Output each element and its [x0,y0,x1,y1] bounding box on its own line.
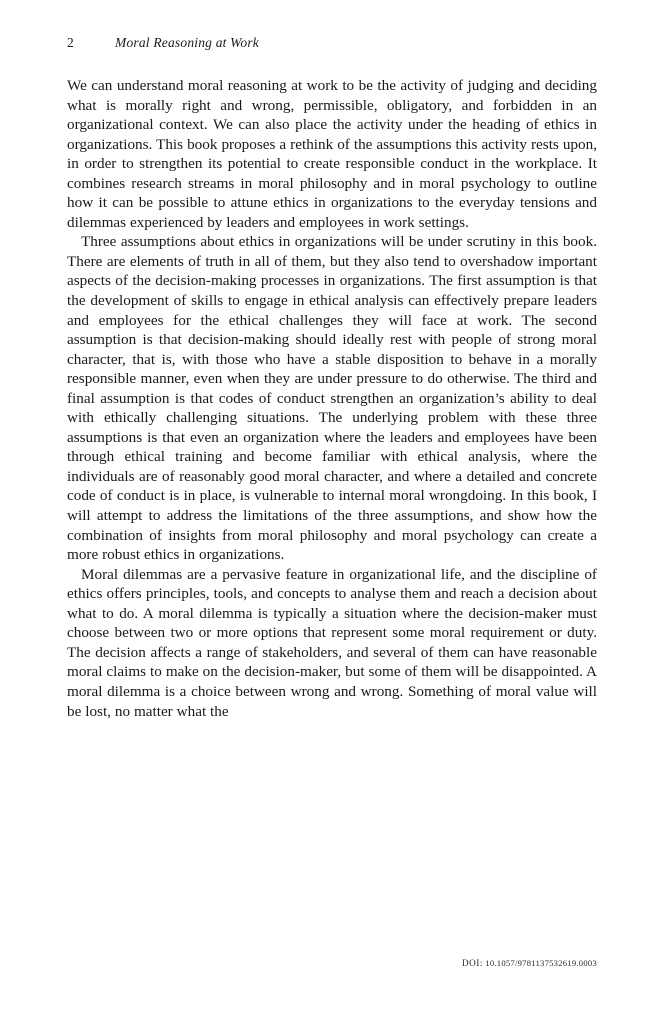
paragraph-1: We can understand moral reasoning at work to be the activity of judging and deciding what is morally right and wrong, permissible, obligatory, and forbidden in an organizational context. We can also place the activity under the heading of ethics in organizations. This book proposes a rethink of the assumptions this activity rests upon, in order to strengthen its potential to create responsible conduct in the workplace. It combines research streams in moral philosophy and in moral psychology to outline how it can be possible to attune ethics in organizations to the everyday tensions and dilemmas experienced by leaders and employees in work settings. [67,77,597,231]
paragraph-2: Three assumptions about ethics in organizations will be under scrutiny in this book. There are elements of truth in all of them, but they also tend to overshadow important aspects of the decision-making processes in organizations. The first assumption is that the development of skills to engage in ethical analysis can effectively prepare leaders and employees for the ethical challenges they will face at work. The second assumption is that decision-making should ideally rest with people of strong moral character, that is, with those who have a stable disposition to behave in a morally responsible manner, even when they are under pressure to do otherwise. The third and final assumption is that codes of conduct strengthen an organization’s ability to deal with ethically challenging situations. The underlying problem with these three assumptions is that even an organization where the leaders and employees have been through ethical training and become familiar with ethical analysis, where the individuals are of reasonably good moral character, and where a detailed and concrete code of conduct is in place, is vulnerable to internal moral wrongdoing. In this book, I will attempt to address the limitations of the three assumptions, and show how the combination of insights from moral philosophy and moral psychology can create a more robust ethics in organizations. [67,233,597,564]
body-text-block [67,76,597,721]
page-number: 2 [67,35,74,50]
doi-label: DOI: [462,958,483,968]
doi-value: 10.1057/9781137532619.0003 [485,958,597,968]
running-title: Moral Reasoning at Work [115,35,259,50]
doi-footer [67,957,597,969]
paragraph-3: Moral dilemmas are a pervasive feature in organizational life, and the discipline of ethics offers principles, tools, and concepts to analyse them and reach a decision about what to do. A moral dilemma is typically a situation where the decision-maker must choose between two or more options that represent some moral requirement or duty. The decision affects a range of stakeholders, and several of them can have reasonable moral claims to make on the decision-maker, but some of them will be disappointed. A moral dilemma is a choice between wrong and wrong. Something of moral value will be lost, no matter what the [67,565,597,720]
running-header [67,33,597,53]
